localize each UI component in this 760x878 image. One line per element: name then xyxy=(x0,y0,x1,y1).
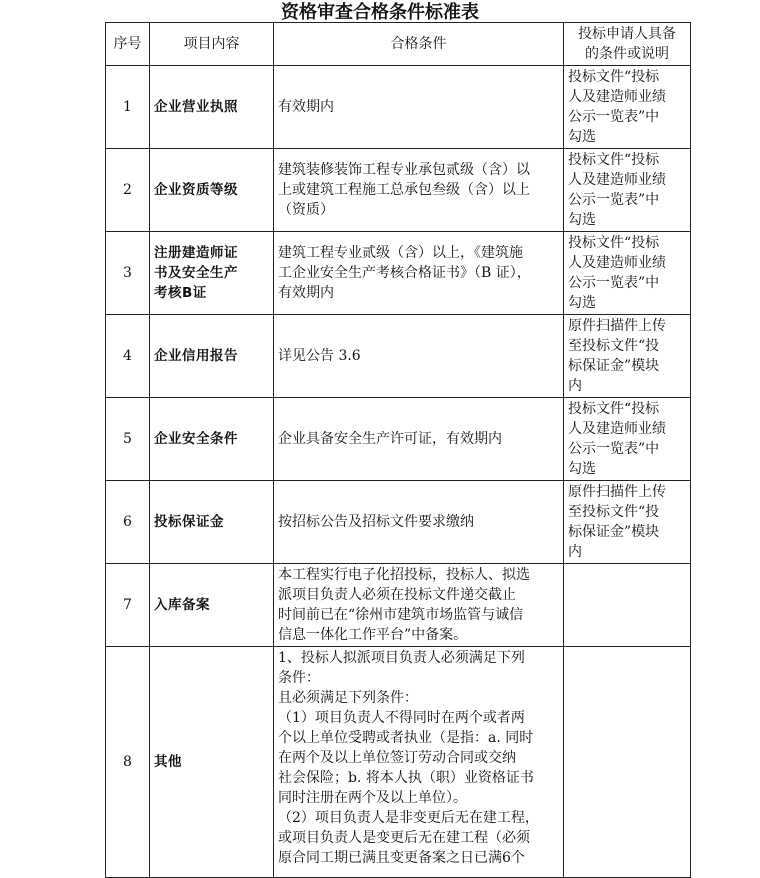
table-row xyxy=(106,315,691,398)
table-row xyxy=(106,149,691,232)
row-note-line: 标保证金”模块 xyxy=(568,358,660,374)
row-condition xyxy=(274,647,564,878)
row-no: 7 xyxy=(106,564,150,647)
row-item-line: 注册建造师证 xyxy=(154,245,238,261)
row-no: 1 xyxy=(106,66,150,149)
row-note xyxy=(564,315,691,398)
row-no: 4 xyxy=(106,315,150,398)
row-condition-line: 同时注册在两个及以上单位）。 xyxy=(278,790,467,806)
row-condition-line: 派项目负责人必须在投标文件递交截止 xyxy=(278,587,516,603)
row-item-line: 考核B证 xyxy=(154,285,207,301)
row-condition-line: 个以上单位受聘或者执业（是指：a. 同时 xyxy=(278,730,534,746)
row-condition-line: 本工程实行电子化招投标，投标人、拟选 xyxy=(278,567,530,583)
row-condition-line: 或项目负责人是变更后无在建工程（必须 xyxy=(278,830,530,846)
row-condition xyxy=(274,315,564,398)
row-item xyxy=(150,315,274,398)
row-note-line: 公示一览表”中 xyxy=(568,275,660,291)
table-row xyxy=(106,564,691,647)
row-no: 6 xyxy=(106,481,150,564)
row-condition-line: 上或建筑工程施工总承包叁级（含）以上 xyxy=(278,182,530,198)
row-condition-line: 时间前已在“徐州市建筑市场监管与诚信 xyxy=(278,607,524,623)
row-condition xyxy=(274,149,564,232)
row-item xyxy=(150,647,274,878)
row-note-line: 人及建造师业绩 xyxy=(568,255,666,271)
qualification-table xyxy=(105,22,691,878)
row-condition-line: 有效期内 xyxy=(278,285,334,301)
table-header-row xyxy=(106,23,691,66)
row-condition-line: 1、投标人拟派项目负责人必须满足下列 xyxy=(278,650,525,666)
row-note xyxy=(564,232,691,315)
table-row xyxy=(106,398,691,481)
header-condition: 合格条件 xyxy=(274,23,564,66)
row-note-line: 公示一览表”中 xyxy=(568,192,660,208)
row-note xyxy=(564,647,691,878)
row-condition xyxy=(274,232,564,315)
row-condition-line: （资质） xyxy=(278,202,334,218)
row-note-line: 投标文件“投标 xyxy=(568,152,660,168)
row-note xyxy=(564,481,691,564)
row-condition-line: 有效期内 xyxy=(278,99,334,115)
row-note-line: 公示一览表”中 xyxy=(568,109,660,125)
row-item xyxy=(150,232,274,315)
row-condition-line: （2）项目负责人是非变更后无在建工程， xyxy=(278,810,539,826)
row-note-line: 内 xyxy=(568,544,582,560)
row-note xyxy=(564,564,691,647)
row-no: 8 xyxy=(106,647,150,878)
row-item xyxy=(150,398,274,481)
row-condition-line: （1）项目负责人不得同时在两个或者两 xyxy=(278,710,525,726)
row-note-line: 人及建造师业绩 xyxy=(568,89,666,105)
row-condition xyxy=(274,398,564,481)
row-note-line: 投标文件“投标 xyxy=(568,401,660,417)
table-row xyxy=(106,66,691,149)
row-condition-line: 详见公告 3.6 xyxy=(278,348,361,364)
header-note-line: 的条件或说明 xyxy=(585,46,669,62)
row-item-line: 投标保证金 xyxy=(154,514,224,530)
row-condition-line: 企业具备安全生产许可证，有效期内 xyxy=(278,431,502,447)
header-item: 项目内容 xyxy=(150,23,274,66)
row-no: 2 xyxy=(106,149,150,232)
row-item xyxy=(150,149,274,232)
row-item-line: 企业营业执照 xyxy=(154,99,238,115)
row-condition-line: 信息一体化工作平台”中备案。 xyxy=(278,627,468,643)
table-row xyxy=(106,481,691,564)
row-no: 5 xyxy=(106,398,150,481)
row-note-line: 投标文件“投标 xyxy=(568,235,660,251)
row-note-line: 至投标文件“投 xyxy=(568,504,660,520)
row-note-line: 勾选 xyxy=(568,212,596,228)
row-note-line: 原件扫描件上传 xyxy=(568,318,666,334)
row-condition-line: 原合同工期已满且变更备案之日已满6个 xyxy=(278,850,525,866)
header-no: 序号 xyxy=(106,23,150,66)
row-note xyxy=(564,66,691,149)
row-note-line: 内 xyxy=(568,378,582,394)
row-condition xyxy=(274,564,564,647)
row-item xyxy=(150,481,274,564)
row-no: 3 xyxy=(106,232,150,315)
row-condition xyxy=(274,481,564,564)
row-note xyxy=(564,149,691,232)
row-item-line: 企业安全条件 xyxy=(154,431,238,447)
row-condition xyxy=(274,66,564,149)
row-condition-line: 且必须满足下列条件： xyxy=(278,690,418,706)
row-note-line: 勾选 xyxy=(568,461,596,477)
row-item xyxy=(150,564,274,647)
row-item-line: 其他 xyxy=(154,754,182,770)
row-condition-line: 按招标公告及招标文件要求缴纳 xyxy=(278,514,474,530)
row-item xyxy=(150,66,274,149)
row-note-line: 勾选 xyxy=(568,295,596,311)
row-note xyxy=(564,398,691,481)
row-note-line: 标保证金”模块 xyxy=(568,524,660,540)
row-condition-line: 在两个及以上单位签订劳动合同或交纳 xyxy=(278,750,516,766)
row-note-line: 人及建造师业绩 xyxy=(568,172,666,188)
header-note-line: 投标申请人具备 xyxy=(578,26,676,42)
row-note-line: 勾选 xyxy=(568,129,596,145)
row-note-line: 人及建造师业绩 xyxy=(568,421,666,437)
row-item-line: 企业资质等级 xyxy=(154,182,238,198)
row-condition-line: 建筑工程专业贰级（含）以上，《建筑施 xyxy=(278,245,523,261)
row-condition-line: 工企业安全生产考核合格证书》（B 证）， xyxy=(278,265,531,281)
row-note-line: 原件扫描件上传 xyxy=(568,484,666,500)
table-row xyxy=(106,232,691,315)
header-note xyxy=(564,23,691,66)
table-row xyxy=(106,647,691,878)
row-item-line: 书及安全生产 xyxy=(154,265,238,281)
row-condition-line: 建筑装修装饰工程专业承包贰级（含）以 xyxy=(278,162,530,178)
row-item-line: 入库备案 xyxy=(154,597,210,613)
page-title: 资格审查合格条件标准表 xyxy=(281,2,479,23)
row-condition-line: 条件： xyxy=(278,670,320,686)
row-note-line: 至投标文件“投 xyxy=(568,338,660,354)
row-note-line: 投标文件“投标 xyxy=(568,69,660,85)
row-condition-line: 社会保险；b. 将本人执（职）业资格证书 xyxy=(278,770,534,786)
row-item-line: 企业信用报告 xyxy=(154,348,238,364)
row-note-line: 公示一览表”中 xyxy=(568,441,660,457)
